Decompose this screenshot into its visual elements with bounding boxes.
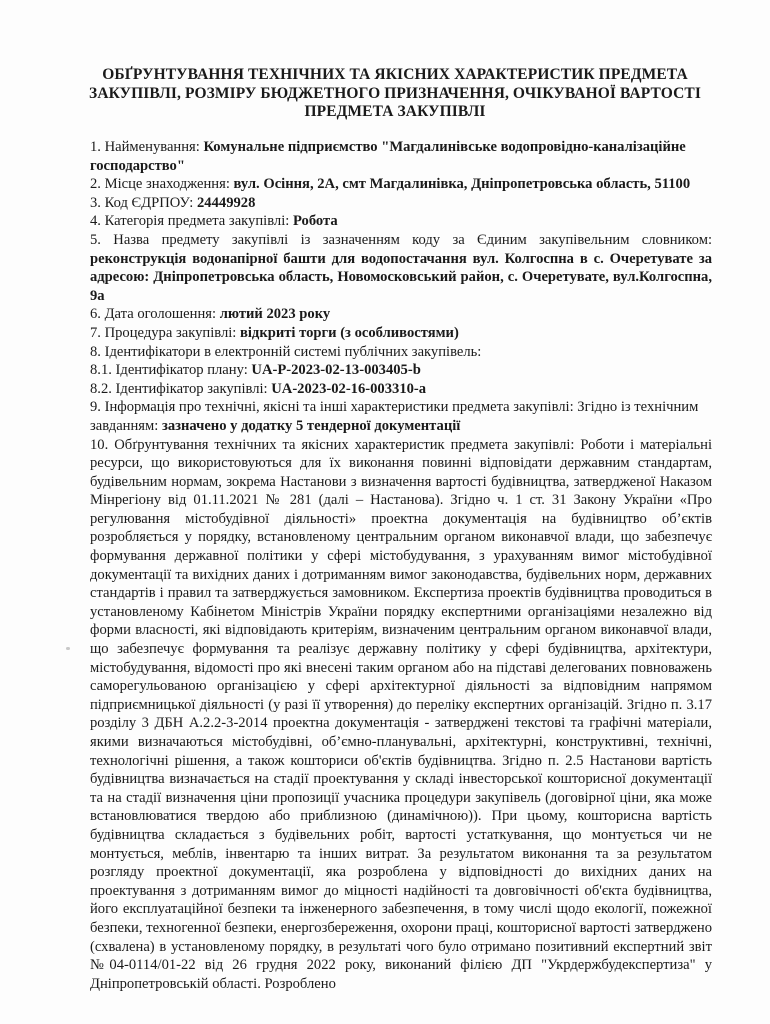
item-4-value: Робота (292, 213, 338, 230)
item-1-value: Комунальне підприємство "Магдалинівське водопровідно-каналізаційне господарство" (90, 139, 686, 174)
item-7 (90, 324, 712, 343)
scan-speck (66, 647, 70, 650)
item-2 (90, 175, 712, 194)
document-title (80, 66, 710, 122)
item-5 (90, 231, 712, 305)
item-5-value: реконструкція водонапірної башти для водопостачання вул. Колгоспна в с. Очеретувате за адресою: Дніпропетровська область, Новомосковський район, с. Очеретувате, вул.Колгоспна, 9а (90, 250, 712, 304)
item-9-label: 9. Інформація про технічні, якісні та інші характеристики предмета закупівлі: Згідно із технічним завданням: (90, 399, 699, 434)
item-7-label: 7. Процедура закупівлі: (90, 324, 240, 341)
item-8-2-value: UA-2023-02-16-003310-a (271, 380, 427, 397)
item-8 (90, 343, 712, 362)
title-line-3: ПРЕДМЕТА ЗАКУПІВЛІ (304, 103, 486, 120)
title-line-1: ОБҐРУНТУВАННЯ ТЕХНІЧНИХ ТА ЯКІСНИХ ХАРАКТЕРИСТИК ПРЕДМЕТА (102, 66, 688, 83)
item-8-1-value: UA-P-2023-02-13-003405-b (251, 362, 421, 379)
item-8-2-label: 8.2. Ідентифікатор закупівлі: (90, 380, 272, 397)
item-3-label: 3. Код ЄДРПОУ: (90, 194, 197, 211)
item-8-2 (90, 380, 712, 399)
item-3-value: 24449928 (197, 194, 256, 211)
item-8-label: 8. Ідентифікатори в електронній системі публічних закупівель: (90, 343, 482, 360)
item-9-value: зазначено у додатку 5 тендерної документації (161, 417, 461, 434)
item-2-value: вул. Осіння, 2А, смт Магдалинівка, Дніпропетровська область, 51100 (233, 176, 691, 193)
item-4 (90, 212, 712, 231)
title-line-2: ЗАКУПІВЛІ, РОЗМІРУ БЮДЖЕТНОГО ПРИЗНАЧЕННЯ, ОЧІКУВАНОЇ ВАРТОСТІ (89, 84, 701, 102)
item-2-label: 2. Місце знаходження: (90, 176, 234, 193)
item-10: 10. Обґрунтування технічних та якісних характеристик предмета закупівлі: Роботи і матеріальні ресурси, що використовуються для їх виконання повинні відповідати державним стандартам, будівельним нормам, зокрема Настанови з визначення вартості будівництва, затвердженої Наказом Мінрегіону від 01.11.2021 № 281 (далі – Настанова). Згідно ч. 1 ст. 31 Закону України «Про регулювання містобудівної діяльності» проектна документація на будівництво об’єктів розробляється у порядку, встановленому центральним органом виконавчої влади, що забезпечує формування державної політики у сфері містобудування, з урахуванням вимог містобудівної документації та вихідних даних і дотриманням вимог законодавства, будівельних норм, державних стандартів і правил та затверджується замовником. Експертиза проектів будівництва проводиться в установленому Кабінетом Міністрів України порядку експертними організаціями незалежно від форми власності, які відповідають критеріям, визначеним центральним органом виконавчої влади, що забезпечує формування та реалізує державну політику у сфері будівництва, архітектури, містобудування, відомості про які внесені таким органом або на підставі делегованих повноважень саморегульованою організацією у сфері архітектурної діяльності за відповідним напрямом підприємницької діяльності (у разі її утворення) до переліку експертних організацій. Згідно п. 3.17 розділу 3 ДБН А.2.2-3-2014 проектна документація - затверджені текстові та графічні матеріали, якими визначаються містобудівні, об’ємно-планувальні, архітектурні, конструктивні, технічні, технологічні рішення, а також кошториси об'єктів будівництва. Згідно п. 2.5 Настанови вартість будівництва визначається на стадії проектування у складі інвесторської кошторисної документації та на стадії визначення ціни пропозиції учасника процедури закупівель (договірної ціни, яка може встановлюватися твердою або приблизною (динамічною)). При цьому, кошторисна вартість будівництва складається з будівельних робіт, вартості устаткування, що монтується чи не монтується, меблів, інвентарю та інших витрат. За результатом виконання та за результатом розгляду проектної документації, яка розроблена у відповідності до вихідних даних на проектування з дотриманням вимог до міцності надійності та довговічності об'єкта будівництва, його експлуатаційної безпеки та інженерного забезпечення, в тому числі щодо екології, пожежної безпеки, техногенної безпеки, енергозбереження, охорони праці, кошторисної вартості затверджено (схвалена) в установленому порядку, в результаті чого було отримано позитивний експертний звіт №04-0114/01-22 від 26 грудня 2022 року, виконаний філією ДП "Укрдержбудекспертиза" у Дніпропетровській області. Розроблено (90, 436, 712, 992)
item-1-label: 1. Найменування: (90, 139, 204, 155)
item-8-1 (90, 361, 712, 380)
item-4-label: 4. Категорія предмета закупівлі: (90, 213, 293, 230)
item-6-value: лютий 2023 року (219, 306, 331, 323)
item-5-label: 5. Назва предмету закупівлі із зазначенням коду за Єдиним закупівельним словником: (90, 231, 712, 248)
item-6 (90, 305, 712, 324)
item-7-value: відкриті торги (з особливостями) (240, 324, 459, 341)
item-3 (90, 194, 712, 213)
item-1 (90, 138, 712, 175)
item-6-label: 6. Дата оголошення: (90, 306, 220, 323)
item-8-1-label: 8.1. Ідентифікатор плану: (90, 362, 252, 379)
document-body (90, 138, 712, 993)
item-9 (90, 398, 712, 435)
